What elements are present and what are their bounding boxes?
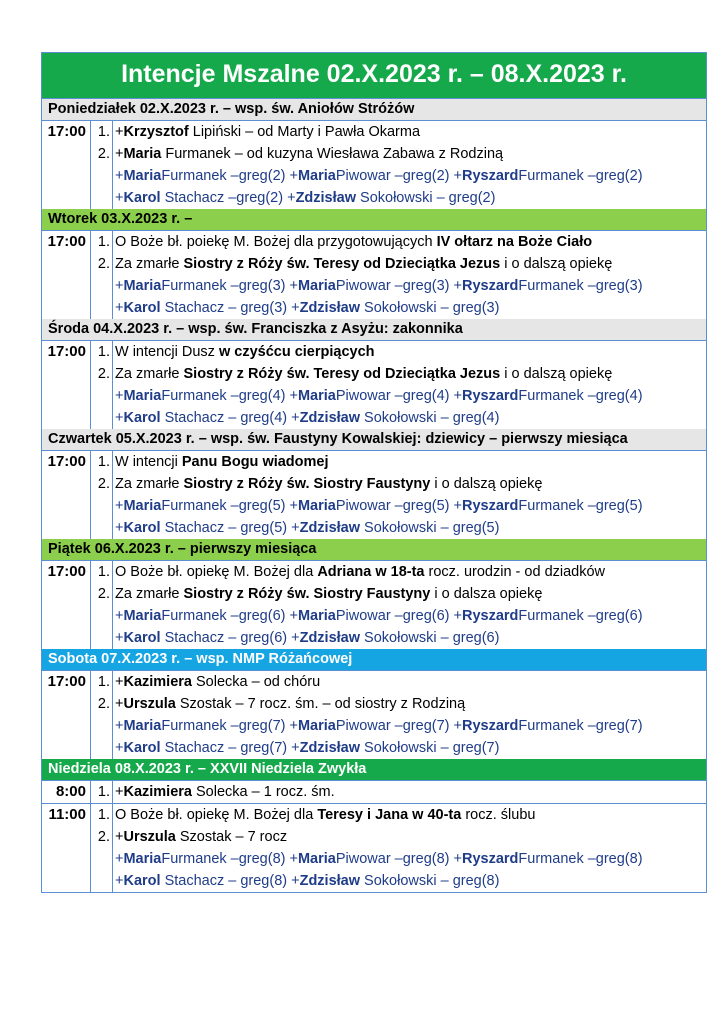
mass-time: 17:00 xyxy=(42,231,91,319)
intention-text: Urszula xyxy=(123,829,176,845)
intention-number: 1. xyxy=(97,807,110,823)
mass-slot xyxy=(42,671,706,759)
intention-text: + xyxy=(115,873,124,889)
intention-text: + xyxy=(291,740,300,756)
intention-numbers xyxy=(91,341,113,429)
intention-text: + xyxy=(453,278,462,294)
intention-number xyxy=(91,848,112,870)
intention-text: Furmanek –greg(5) xyxy=(518,498,643,514)
mass-time: 17:00 xyxy=(42,121,91,209)
intention-text: rocz. ślubu xyxy=(461,807,536,823)
intention-text: Sokołowski – greg(4) xyxy=(360,410,500,426)
intention-number: 1. xyxy=(97,674,110,690)
day-header: Czwartek 05.X.2023 r. – wsp. św. Faustyny Kowalskiej: dziewicy – pierwszy miesiąca xyxy=(42,429,706,451)
intention-number xyxy=(91,407,112,429)
intention-numbers xyxy=(91,451,113,539)
intention-text: Zdzisław xyxy=(299,740,361,756)
intention-line xyxy=(113,495,706,517)
intention-text: Zdzisław xyxy=(299,520,361,536)
intention-text: Furmanek –greg(8) xyxy=(161,851,290,867)
intention-text: Piwowar –greg(6) xyxy=(335,608,454,624)
intention-text: Ryszard xyxy=(462,851,519,867)
page-title: Intencje Mszalne 02.X.2023 r. – 08.X.2023 r. xyxy=(42,53,706,99)
intention-text: Karol xyxy=(123,410,161,426)
intention-text: i o dalszą opiekę xyxy=(430,476,543,492)
intention-numbers xyxy=(91,121,113,209)
intention-line xyxy=(113,826,706,848)
intention-text: Stachacz – greg(5) xyxy=(160,520,292,536)
intention-line xyxy=(113,297,706,319)
intention-text: Zdzisław xyxy=(299,300,361,316)
intention-number: 1. xyxy=(97,784,110,800)
intention-text: Piwowar –greg(2) xyxy=(335,168,454,184)
intention-text: + xyxy=(453,718,462,734)
intention-text: Maria xyxy=(123,278,162,294)
intention-numbers xyxy=(91,561,113,649)
intention-text: Panu Bogu wiadomej xyxy=(181,454,329,470)
intention-text: Sokołowski – greg(6) xyxy=(360,630,500,646)
intention-line xyxy=(113,870,706,892)
mass-time: 17:00 xyxy=(42,561,91,649)
intention-text: Sokołowski – greg(7) xyxy=(360,740,500,756)
intention-text: Adriana w 18-ta xyxy=(317,564,425,580)
intention-text: Maria xyxy=(297,498,336,514)
intention-line xyxy=(113,253,706,275)
intention-text: Krzysztof xyxy=(123,124,189,140)
intention-number: 1. xyxy=(97,564,110,580)
intention-line xyxy=(113,781,706,803)
intention-text: Karol xyxy=(123,190,161,206)
intention-number xyxy=(91,297,112,319)
intention-text: + xyxy=(115,146,124,162)
intention-lines xyxy=(113,781,706,803)
intention-text: Maria xyxy=(297,388,336,404)
mass-slot xyxy=(42,804,706,892)
intention-text: Karol xyxy=(123,873,161,889)
intention-text: Sokołowski – greg(5) xyxy=(360,520,500,536)
mass-time: 8:00 xyxy=(42,781,91,803)
mass-time: 11:00 xyxy=(42,804,91,892)
intention-number: 2. xyxy=(97,476,110,492)
intention-text: Maria xyxy=(123,608,162,624)
intention-text: + xyxy=(115,190,124,206)
intention-text: Furmanek –greg(4) xyxy=(161,388,290,404)
intention-text: Furmanek –greg(2) xyxy=(518,168,643,184)
intention-text: Piwowar –greg(5) xyxy=(335,498,454,514)
intention-text: Siostry z Róży św. Teresy od Dzieciątka Jezus xyxy=(183,256,501,272)
intention-number xyxy=(91,627,112,649)
intention-number: 2. xyxy=(97,696,110,712)
intention-text: Ryszard xyxy=(462,608,519,624)
intention-line xyxy=(113,187,706,209)
intention-line xyxy=(113,341,706,363)
intention-number xyxy=(91,870,112,892)
intention-text: O Boże bł. poiekę M. Bożej dla przygotowujących xyxy=(115,234,437,250)
intention-text: + xyxy=(291,630,300,646)
intention-text: + xyxy=(115,630,124,646)
intention-text: + xyxy=(115,278,124,294)
intention-text: Siostry z Róży św. Siostry Faustyny xyxy=(183,476,431,492)
intention-text: + xyxy=(115,388,124,404)
intention-number: 2. xyxy=(97,586,110,602)
intention-text: O Boże bł. opiekę M. Bożej dla xyxy=(115,807,318,823)
intention-text: Maria xyxy=(123,168,162,184)
mass-slot xyxy=(42,781,706,804)
intention-text: + xyxy=(291,410,300,426)
intention-text: Solecka – od chóru xyxy=(191,674,321,690)
intention-text: + xyxy=(291,300,300,316)
intention-text: Piwowar –greg(3) xyxy=(335,278,454,294)
mass-time: 17:00 xyxy=(42,451,91,539)
intention-text: Sokołowski – greg(2) xyxy=(356,190,496,206)
intention-text: W intencji Dusz xyxy=(115,344,219,360)
intention-text: Karol xyxy=(123,740,161,756)
intention-text: + xyxy=(289,608,298,624)
intention-numbers xyxy=(91,781,113,803)
intention-text: Maria xyxy=(297,278,336,294)
intention-text: Zdzisław xyxy=(299,630,361,646)
intention-number: 1. xyxy=(97,454,110,470)
intention-number xyxy=(91,517,112,539)
day-section xyxy=(42,649,706,759)
intention-text: + xyxy=(115,851,124,867)
intention-text: Maria xyxy=(297,608,336,624)
intention-text: Urszula xyxy=(123,696,176,712)
intention-text: Zdzisław xyxy=(299,410,361,426)
mass-slot xyxy=(42,231,706,319)
intention-text: + xyxy=(115,784,124,800)
intention-text: Ryszard xyxy=(462,278,519,294)
intention-text: + xyxy=(115,498,124,514)
intention-lines xyxy=(113,671,706,759)
days-container xyxy=(42,99,706,892)
intention-text: Furmanek –greg(3) xyxy=(161,278,290,294)
intention-text: Zdzisław xyxy=(295,190,356,206)
intention-text: Furmanek –greg(7) xyxy=(518,718,643,734)
intention-number: 2. xyxy=(97,146,110,162)
intention-text: Maria xyxy=(297,851,336,867)
intention-text: + xyxy=(115,718,124,734)
intention-line xyxy=(113,165,706,187)
intention-line xyxy=(113,671,706,693)
intention-text: + xyxy=(289,851,298,867)
intention-text: Stachacz – greg(3) xyxy=(160,300,292,316)
intention-text: Furmanek – od kuzyna Wiesława Zabawa z Rodziną xyxy=(161,146,504,162)
intention-text: O Boże bł. opiekę M. Bożej dla xyxy=(115,564,318,580)
intention-line xyxy=(113,627,706,649)
intention-text: Teresy i Jana w 40-ta xyxy=(317,807,462,823)
intention-lines xyxy=(113,121,706,209)
intention-text: Szostak – 7 rocz xyxy=(175,829,288,845)
intention-number xyxy=(91,495,112,517)
intention-text: + xyxy=(453,851,462,867)
intention-lines xyxy=(113,451,706,539)
intention-text: + xyxy=(115,300,124,316)
intention-numbers xyxy=(91,231,113,319)
intention-lines xyxy=(113,561,706,649)
intention-text: Piwowar –greg(4) xyxy=(335,388,454,404)
intention-text: Szostak – 7 rocz. śm. – od siostry z Rodziną xyxy=(175,696,466,712)
mass-slot xyxy=(42,561,706,649)
day-header: Środa 04.X.2023 r. – wsp. św. Franciszka z Asyżu: zakonnika xyxy=(42,319,706,341)
intention-numbers xyxy=(91,804,113,892)
intention-line xyxy=(113,561,706,583)
intention-line xyxy=(113,804,706,826)
intention-number: 1. xyxy=(97,234,110,250)
intention-text: + xyxy=(115,608,124,624)
intention-number xyxy=(91,605,112,627)
intention-number xyxy=(91,187,112,209)
intention-text: rocz. urodzin - od dziadków xyxy=(424,564,606,580)
intention-text: Karol xyxy=(123,630,161,646)
mass-time: 17:00 xyxy=(42,341,91,429)
intention-number xyxy=(91,385,112,407)
intention-text: i o dalszą opiekę xyxy=(500,256,613,272)
intention-text: Ryszard xyxy=(462,718,519,734)
intention-text: Piwowar –greg(8) xyxy=(335,851,454,867)
intention-line xyxy=(113,737,706,759)
intention-line xyxy=(113,473,706,495)
intention-text: Siostry z Róży św. Teresy od Dzieciątka Jezus xyxy=(183,366,501,382)
intention-text: Stachacz –greg(2) xyxy=(160,190,288,206)
intention-text: + xyxy=(115,168,124,184)
intention-lines xyxy=(113,804,706,892)
intention-text: Furmanek –greg(7) xyxy=(161,718,290,734)
intention-text: Maria xyxy=(123,498,162,514)
intention-text: + xyxy=(115,696,124,712)
day-section xyxy=(42,209,706,319)
mass-time: 17:00 xyxy=(42,671,91,759)
day-header: Niedziela 08.X.2023 r. – XXVII Niedziela Zwykła xyxy=(42,759,706,781)
intention-text: + xyxy=(115,410,124,426)
intention-text: Za zmarłe xyxy=(115,366,184,382)
intention-text: + xyxy=(289,278,298,294)
intention-line xyxy=(113,385,706,407)
intention-text: Za zmarłe xyxy=(115,476,184,492)
intention-text: Stachacz – greg(6) xyxy=(160,630,292,646)
intention-line xyxy=(113,715,706,737)
intention-text: + xyxy=(453,168,462,184)
intention-text: i o dalszą opiekę xyxy=(500,366,613,382)
intention-line xyxy=(113,231,706,253)
mass-slot xyxy=(42,121,706,209)
intention-text: Furmanek –greg(6) xyxy=(518,608,643,624)
day-header: Poniedziałek 02.X.2023 r. – wsp. św. Aniołów Stróżów xyxy=(42,99,706,121)
day-section xyxy=(42,539,706,649)
intention-text: Maria xyxy=(123,388,162,404)
intention-text: + xyxy=(115,520,124,536)
intention-text: Karol xyxy=(123,300,161,316)
intention-text: Karol xyxy=(123,520,161,536)
mass-slot xyxy=(42,451,706,539)
intention-number: 2. xyxy=(97,829,110,845)
intention-text: IV ołtarz na Boże Ciało xyxy=(436,234,593,250)
intention-number xyxy=(91,275,112,297)
intention-lines xyxy=(113,231,706,319)
intention-number: 1. xyxy=(97,344,110,360)
intention-text: + xyxy=(115,124,124,140)
intention-text: + xyxy=(115,829,124,845)
intention-line xyxy=(113,363,706,385)
intention-line xyxy=(113,407,706,429)
day-header: Piątek 06.X.2023 r. – pierwszy miesiąca xyxy=(42,539,706,561)
intention-line xyxy=(113,143,706,165)
intention-text: + xyxy=(289,498,298,514)
day-section xyxy=(42,759,706,892)
intention-text: Za zmarłe xyxy=(115,586,184,602)
intention-text: Ryszard xyxy=(462,388,519,404)
intention-line xyxy=(113,848,706,870)
intention-text: + xyxy=(115,674,124,690)
intention-text: Furmanek –greg(8) xyxy=(518,851,643,867)
intention-text: Stachacz – greg(7) xyxy=(160,740,292,756)
intention-text: Kazimiera xyxy=(123,784,192,800)
intention-text: + xyxy=(453,388,462,404)
intention-number: 2. xyxy=(97,366,110,382)
day-section xyxy=(42,429,706,539)
intention-text: + xyxy=(453,608,462,624)
intention-line xyxy=(113,605,706,627)
intention-text: Maria xyxy=(297,168,336,184)
intention-text: Maria xyxy=(123,146,162,162)
intention-text: i o dalsza opiekę xyxy=(430,586,543,602)
intention-text: Piwowar –greg(7) xyxy=(335,718,454,734)
intention-text: Zdzisław xyxy=(299,873,361,889)
intention-line xyxy=(113,583,706,605)
intention-text: Lipiński – od Marty i Pawła Okarma xyxy=(188,124,421,140)
intention-text: Ryszard xyxy=(462,168,519,184)
day-section xyxy=(42,99,706,209)
intention-number xyxy=(91,737,112,759)
intention-number: 2. xyxy=(97,256,110,272)
intention-line xyxy=(113,517,706,539)
day-header: Wtorek 03.X.2023 r. – xyxy=(42,209,706,231)
intention-text: Sokołowski – greg(8) xyxy=(360,873,500,889)
intention-text: Za zmarłe xyxy=(115,256,184,272)
intention-text: Furmanek –greg(4) xyxy=(518,388,643,404)
intention-text: + xyxy=(453,498,462,514)
intention-text: + xyxy=(287,190,296,206)
day-header: Sobota 07.X.2023 r. – wsp. NMP Różańcowej xyxy=(42,649,706,671)
intention-text: Siostry z Róży św. Siostry Faustyny xyxy=(183,586,431,602)
intention-number: 1. xyxy=(97,124,110,140)
intentions-sheet xyxy=(41,52,707,893)
intention-text: + xyxy=(289,168,298,184)
intention-text: Maria xyxy=(123,851,162,867)
intention-text: Stachacz – greg(8) xyxy=(160,873,292,889)
intention-text: + xyxy=(291,873,300,889)
intention-text: Sokołowski – greg(3) xyxy=(360,300,500,316)
mass-slot xyxy=(42,341,706,429)
intention-text: + xyxy=(289,388,298,404)
intention-text: + xyxy=(115,740,124,756)
intention-line xyxy=(113,451,706,473)
intention-text: W intencji xyxy=(115,454,182,470)
intention-text: Furmanek –greg(5) xyxy=(161,498,290,514)
intention-numbers xyxy=(91,671,113,759)
intention-text: w czyśćcu cierpiących xyxy=(218,344,375,360)
intention-text: Maria xyxy=(123,718,162,734)
intention-text: + xyxy=(289,718,298,734)
intention-text: Stachacz – greg(4) xyxy=(160,410,292,426)
intention-line xyxy=(113,275,706,297)
intention-text: Solecka – 1 rocz. śm. xyxy=(191,784,335,800)
intention-text: Furmanek –greg(3) xyxy=(518,278,643,294)
intention-text: Kazimiera xyxy=(123,674,192,690)
intention-line xyxy=(113,121,706,143)
intention-text: + xyxy=(291,520,300,536)
intention-line xyxy=(113,693,706,715)
day-section xyxy=(42,319,706,429)
intention-number xyxy=(91,715,112,737)
intention-text: Furmanek –greg(2) xyxy=(161,168,290,184)
intention-lines xyxy=(113,341,706,429)
intention-number xyxy=(91,165,112,187)
intention-text: Furmanek –greg(6) xyxy=(161,608,290,624)
intention-text: Ryszard xyxy=(462,498,519,514)
intention-text: Maria xyxy=(297,718,336,734)
